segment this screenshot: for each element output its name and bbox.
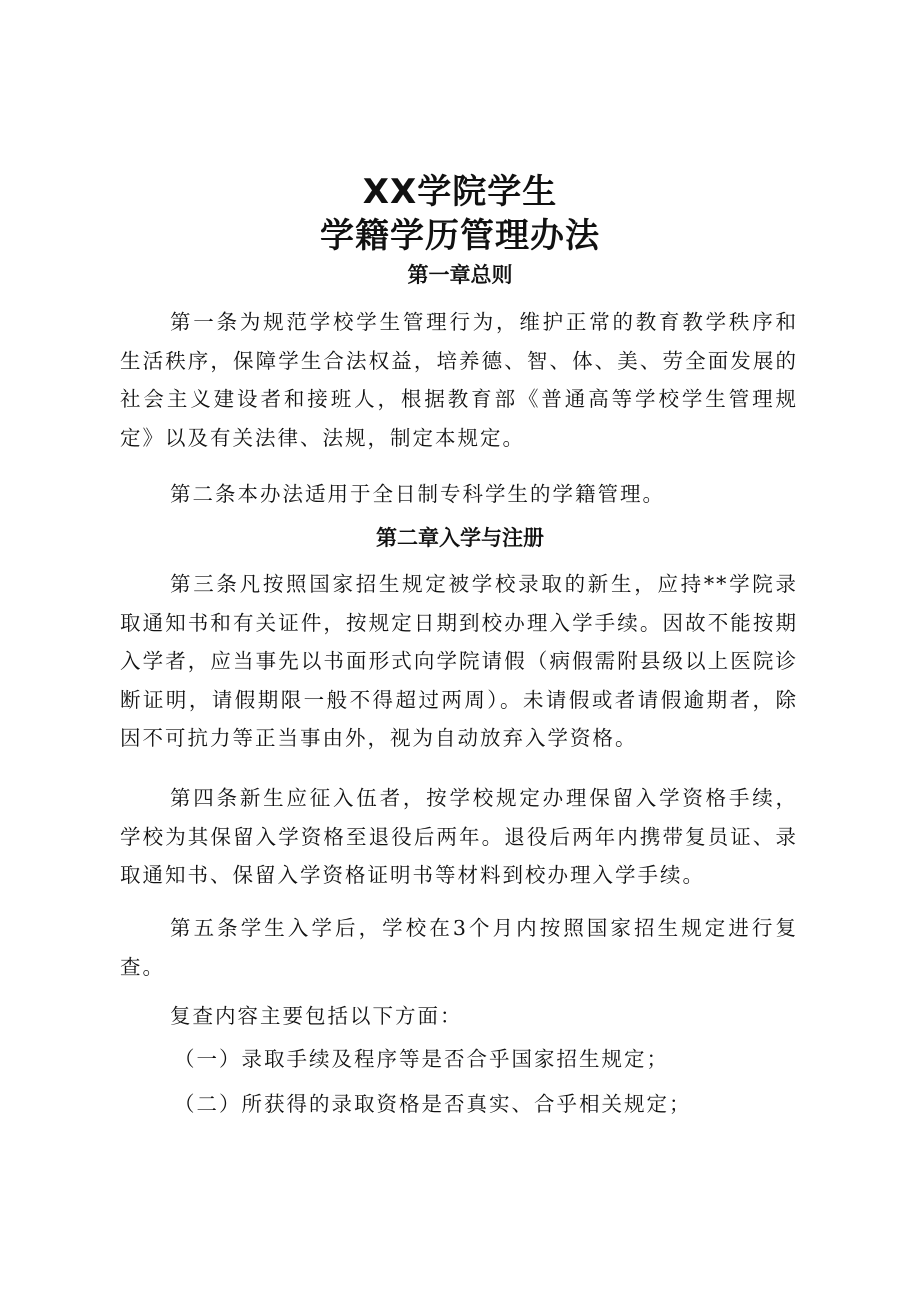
article-paragraph: 第三条凡按照国家招生规定被学校录取的新生，应持**学院录取通知书和有关证件，按规定日期到校办理入学手续。因故不能按期入学者，应当事先以书面形式向学院请假（病假需附县级以上医院诊断证明，请假期限一般不得超过两周）。未请假或者请假逾期者，除因不可抗力等正当事由外，视为自动放弃入学资格。 [120, 572, 798, 750]
article-paragraph: 第一条为规范学校学生管理行为，维护正常的教育教学秩序和生活秩序，保障学生合法权益，培养德、智、体、美、劳全面发展的社会主义建设者和接班人，根据教育部《普通高等学校学生管理规定》以及有关法律、法规，制定本规定。 [120, 310, 798, 450]
article-paragraph: 第四条新生应征入伍者，按学校规定办理保留入学资格手续，学校为其保留入学资格至退役后两年。退役后两年内携带复员证、录取通知书、保留入学资格证明书等材料到校办理入学手续。 [120, 786, 798, 887]
article-paragraph: 第五条学生入学后，学校在3个月内按照国家招生规定进行复查。 [120, 916, 798, 979]
document-title-line2: 学籍学历管理办法 [320, 216, 600, 256]
article-paragraph: 第二条本办法适用于全日制专科学生的学籍管理。 [170, 482, 665, 506]
list-item: （二）所获得的录取资格是否真实、合乎相关规定； [174, 1092, 692, 1116]
chapter-heading: 第一章总则 [407, 263, 513, 287]
chapter-heading: 第二章入学与注册 [376, 526, 544, 550]
list-item: （一）录取手续及程序等是否合乎国家招生规定； [174, 1047, 669, 1071]
document-title-line1: XX学院学生 [362, 172, 558, 212]
article-paragraph: 复查内容主要包括以下方面： [170, 1004, 463, 1028]
